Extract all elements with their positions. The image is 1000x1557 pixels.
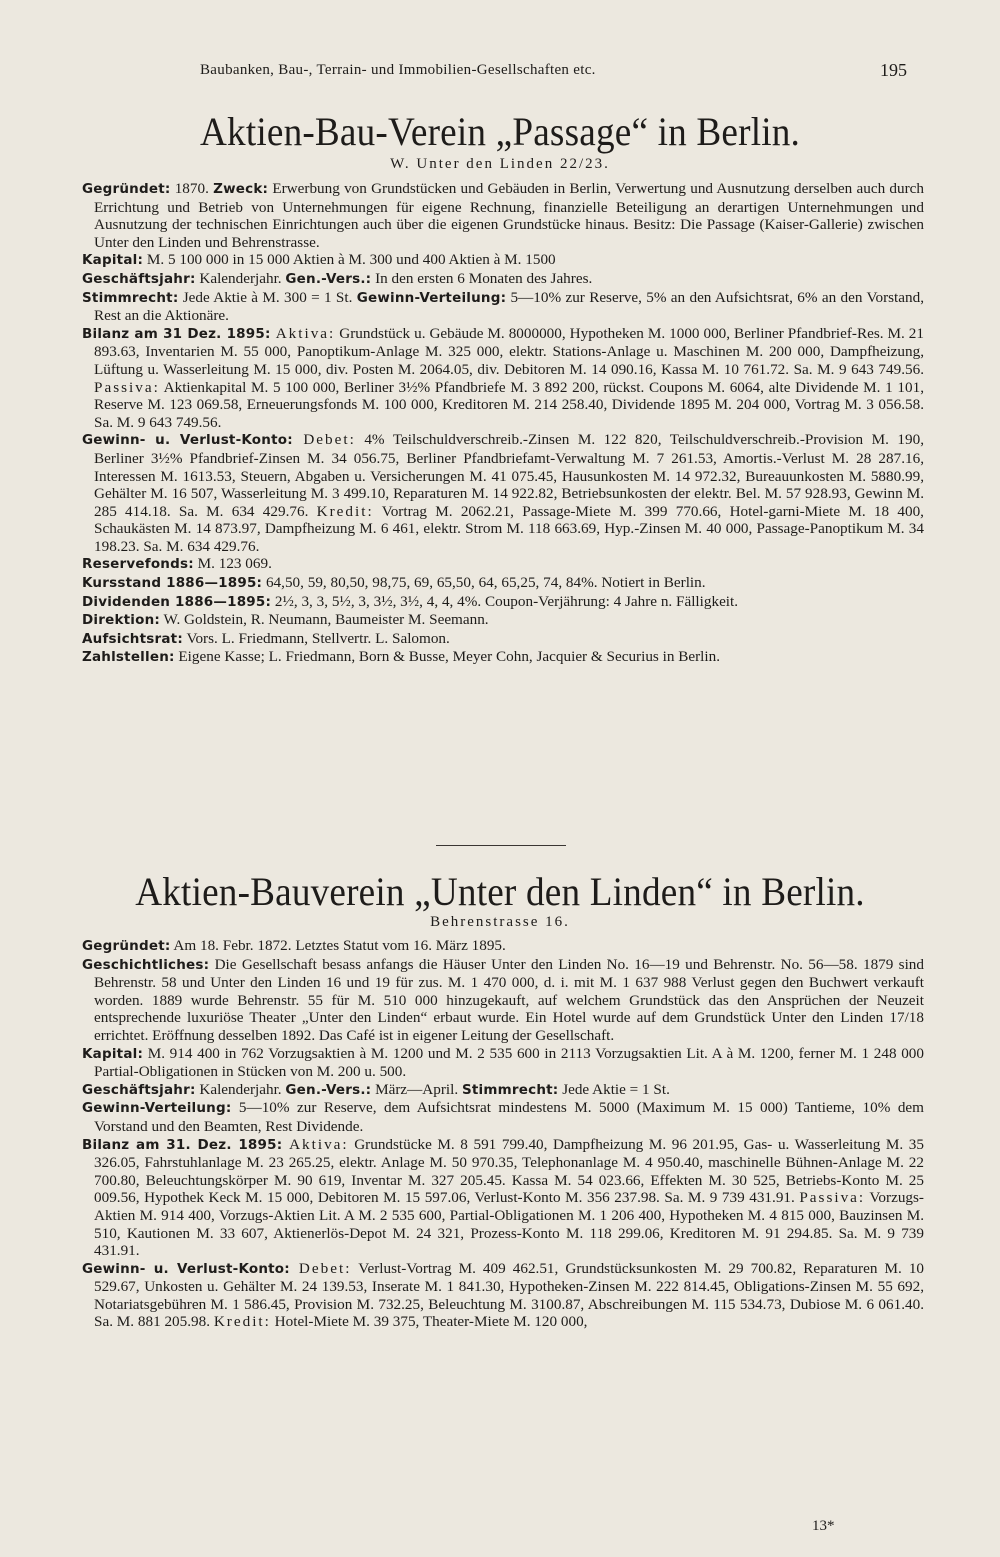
section-title: Aktien-Bau-Verein „Passage“ in Berlin. [199,109,801,154]
entry-board: Aufsichtsrat: Vors. L. Friedmann, Stellvertr. L. Salomon. [82,629,450,647]
entry-balance: Bilanz am 31 Dez. 1895: Aktiva: Grundstück u. Gebäude M. 8000000, Hypotheken M. 1000 000, Berliner Pfandbrief-Res. M. 21 893.63, Inventarien M. 55 000, Panoptikum-Anlage M. 325 000, elektr. Stations-Anlage u. Maschinen M. 200 000, Dampfheizung, Lüftung u. Wasserleitung M. 15 000, div. Posten M. 2064.05, div. Debitoren M. 14 090.16, Kassa M. 10 761.72. Sa. M. 9 643 749.56. Passiva: Aktienkapital M. 5 100 000, Berliner 3½% Pfandbriefe M. 3 892 200, rückst. Coupons M. 6064, alte Dividende M. 1 101, Reserve M. 123 069.58, Erneuerungsfonds M. 100 000, Kreditoren M. 214 258.40, Dividende 1895 M. 204 000, Vortrag M. 3 056.58. Sa. M. 9 643 749.56. [82,324,924,431]
entry-price: Kursstand 1886—1895: 64,50, 59, 80,50, 98,75, 69, 65,50, 64, 65,25, 74, 84%. Notiert in Berlin. [82,574,706,592]
page-number: 195 [880,60,907,80]
section-address: W. Unter den Linden 22/23. [390,156,610,172]
entry-voting-right: Stimmrecht: Jede Aktie à M. 300 = 1 St. Gewinn-Verteilung: 5—10% zur Reserve, 5% an den Aufsichtsrat, 6% an den Vorstand, Rest an die Aktionäre. [82,288,924,325]
entry-capital: Kapital: M. 914 400 in 762 Vorzugsaktien à M. 1200 und M. 2 535 600 in 2113 Vorzugsaktien Lit. A à M. 1200, ferner M. 1 248 000 Partial-Obligationen in Stücken von M. 200 u. 500. [82,1044,924,1081]
entry-reserve: Reservefonds: M. 123 069. [82,555,272,573]
running-title: Baubanken, Bau-, Terrain- und Immobilien-Gesellschaften etc. [200,62,596,78]
entry-profit-distribution: Gewinn-Verteilung: 5—10% zur Reserve, dem Aufsichtsrat mindestens M. 5000 (Maximum M. 15 000) Tantieme, 10% dem Vorstand und den Beamten, Rest Dividende. [82,1099,924,1135]
entry-founded: Gegründet: 1870. Zweck: Erwerbung von Grundstücken und Gebäuden in Berlin, Verwertung und Ausnutzung derselben auch durch Errichtung und Betrieb von Unternehmungen für eigene Rechnung, finanzielle Beteiligung an derartigen Unternehmungen und Ausnutzung der technischen Einrichtungen auch über die eigenen Grundstücke hinaus. Besitz: Die Passage (Kaiser-Gallerie) zwischen Unter den Linden und Behrenstrasse. [82,180,924,251]
section-body [82,937,924,1331]
entry-fiscal-year: Geschäftsjahr: Kalenderjahr. Gen.-Vers.: März—April. Stimmrecht: Jede Aktie = 1 St. [82,1080,670,1098]
entry-fiscal-year: Geschäftsjahr: Kalenderjahr. Gen.-Vers.: In den ersten 6 Monaten des Jahres. [82,269,593,287]
section-address: Behrenstrasse 16. [430,914,570,930]
section-title: Aktien-Bauverein „Unter den Linden“ in Berlin. [135,869,865,914]
running-header [0,62,1000,86]
entry-paying-agents: Zahlstellen: Eigene Kasse; L. Friedmann, Born & Busse, Meyer Cohn, Jacquier & Securius in Berlin. [82,648,720,666]
entry-profit-loss: Gewinn- u. Verlust-Konto: Debet: 4% Teilschuldverschreib.-Zinsen M. 122 820, Teilschuldverschreib.-Provision M. 190, Berliner 3½% Pfandbrief-Zinsen M. 34 056.75, Berliner Pfandbriefamt-Verwaltung M. 7 261.53, Amortis.-Verlust M. 28 287.16, Interessen M. 1613.53, Steuern, Abgaben u. Versicherungen M. 41 075.45, Hausunkosten M. 14 972.32, Bureauunkosten M. 5880.99, Gehälter M. 16 507, Wasserleitung M. 3 499.10, Reparaturen M. 14 922.82, Betriebsunkosten der elektr. Bel. M. 57 928.93, Gewinn M. 285 414.18. Sa. M. 634 429.76. Kredit: Vortrag M. 2062.21, Passage-Miete M. 399 770.66, Hotel-garni-Miete M. 18 400, Schaukästen M. 14 873.97, Dampfheizung M. 6 461, elektr. Strom M. 118 663.69, Hyp.-Zinsen M. 40 000, Passage-Panoptikum M. 34 198.23. Sa. M. 634 429.76. [82,431,925,555]
entry-balance: Bilanz am 31. Dez. 1895: Aktiva: Grundstücke M. 8 591 799.40, Dampfheizung M. 96 201.95, Gas- u. Wasserleitung M. 35 326.05, Fahrstuhlanlage M. 23 265.25, elektr. Anlage M. 50 970.35, Telephonanlage M. 4 950.40, maschinelle Bühnen-Anlage M. 22 700.80, Beleuchtungskörper M. 90 619, Inventar M. 327 205.45. Kassa M. 54 023.66, Effekten M. 30 525, Betriebs-Konto M. 25 009.56, Hypothek Keck M. 15 000, Debitoren M. 15 597.06, Verlust-Konto M. 356 237.98. Sa. M. 9 739 431.91. Passiva: Vorzugs-Aktien M. 914 400, Vorzugs-Aktien Lit. A M. 2 535 600, Partial-Obligationen M. 1 206 400, Hypotheken M. 4 815 000, Bauzinsen M. 510, Kautionen M. 33 607, Aktienerlös-Depot M. 24 321, Prozess-Konto M. 118 299.06, Kreditoren M. 91 294.85. Sa. M. 9 739 431.91. [82,1135,924,1260]
entry-history: Geschichtliches: Die Gesellschaft besass anfangs die Häuser Unter den Linden No. 16—19 und Behrenstr. No. 56—58. 1879 sind Behrenstr. 58 und Unter den Linden 16 und 19 für zus. M. 1 470 000, d. i. mit M. 1 637 988 Verlust gegen den Buchwert verkauft worden. 1889 wurde Behrenstr. 55 für M. 510 000 hinzugekauft, auf welchem Grundstück das den Ansprüchen der Neuzeit entsprechende luxuriöse Theater „Unter den Linden“ erbaut wurde. Ein Hotel wurde auf dem Grundstück Unter den Linden 17/18 errichtet. Eröffnung desselben 1892. Das Café ist in eigener Leitung der Gesellschaft. [82,955,924,1044]
entry-capital: Kapital: M. 5 100 000 in 15 000 Aktien à M. 300 und 400 Aktien à M. 1500 [82,251,556,269]
entry-profit-loss: Gewinn- u. Verlust-Konto: Debet: Verlust-Vortrag M. 409 462.51, Grundstücksunkosten M. 29 700.82, Reparaturen M. 10 529.67, Unkosten u. Gehälter M. 24 139.53, Inserate M. 1 841.30, Hypotheken-Zinsen M. 222 814.45, Obligations-Zinsen M. 55 692, Notariatsgebühren M. 1 586.45, Provision M. 732.25, Beleuchtung M. 3100.87, Abschreibungen M. 115 534.73, Dubiose M. 6 061.40. Sa. M. 881 205.98. Kredit: Hotel-Miete M. 39 375, Theater-Miete M. 120 000, [82,1259,925,1331]
entry-founded: Gegründet: Am 18. Febr. 1872. Letztes Statut vom 16. März 1895. [82,937,506,954]
entry-dividends: Dividenden 1886—1895: 2½, 3, 3, 5½, 3, 3½, 3½, 4, 4, 4%. Coupon-Verjährung: 4 Jahre n. Fälligkeit. [82,592,739,610]
entry-management: Direktion: W. Goldstein, R. Neumann, Baumeister M. Seemann. [82,611,489,629]
section-body [82,180,924,667]
signature-mark: 13* [812,1518,835,1534]
section-divider [436,845,566,846]
